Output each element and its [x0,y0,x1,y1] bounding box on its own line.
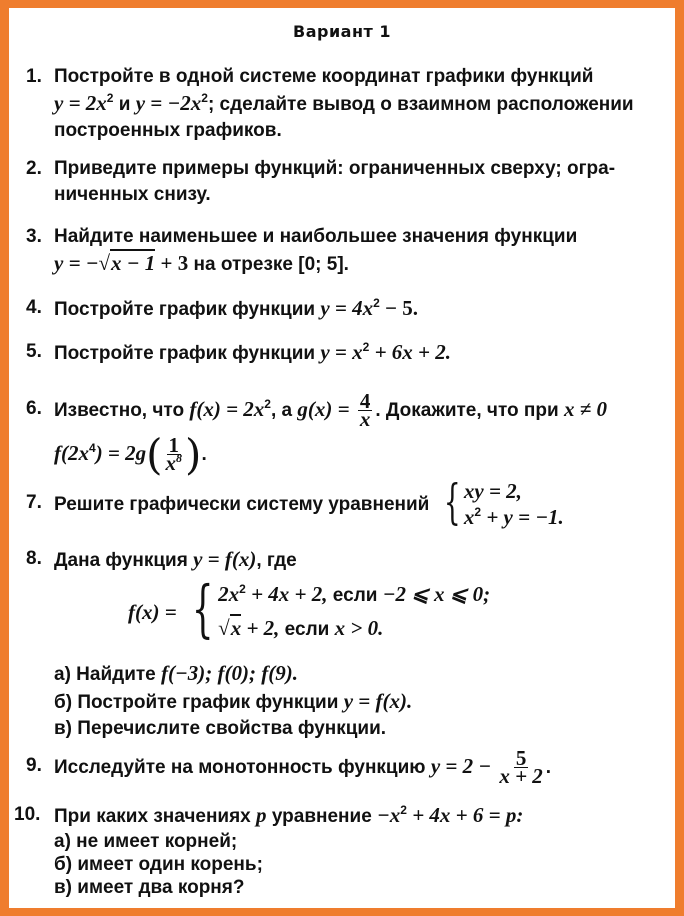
subtask-a: а) Найдите f(−3); f(0); f(9). [54,661,298,685]
task-7 [26,474,664,532]
task-text: Приведите примеры функций: ограниченных сверху; огра- [54,158,616,179]
task-number: 5. [26,341,42,362]
task-text: y = −√x − 1 + 3 на отрезке [0; 5]. [54,251,349,275]
fraction: $\frac{4}{x}$ [359,389,371,432]
task-5 [26,339,664,367]
worksheet-page [9,8,675,908]
equation-system: { xy = 2, $x^2 + y = -1$. [444,474,564,530]
task-text: построенных графиков. [54,120,282,141]
task-8 [26,546,664,742]
task-2 [26,156,664,208]
task-6 [26,389,664,477]
task-number: 7. [26,492,42,513]
task-text: Постройте в одной системе координат графики функций [54,66,594,87]
subtask-c: в) Перечислите свойства функции. [54,718,387,739]
sqrt-expression: x − 1 [111,251,156,275]
task-text: ниченных снизу. [54,184,211,205]
task-text: $y = 2x^2$ и $y = -2x^2$; сделайте вывод о взаимном расположении [54,91,634,115]
task-number: 8. [26,548,42,569]
task-number: 4. [26,297,42,318]
fraction: $\frac{5}{x + 2}$ [499,746,543,789]
task-number: 1. [26,66,42,87]
task-number: 10. [14,804,41,825]
task-4 [26,295,664,323]
task-10 [14,802,652,899]
task-text: Найдите наименьшее и наибольшее значения функции [54,226,578,247]
subtask-a: а) не имеет корней; [54,831,238,852]
piecewise-function: f(x) = { $2x^2 + 4x + 2$, если −2 ⩽ x ⩽ 0; √x + 2, если x > 0. [128,572,491,645]
subtask-b: б) Постройте график функции y = f(x). [54,689,413,713]
task-number: 2. [26,158,42,179]
page-title: Вариант 1 [293,22,391,41]
task-number: 9. [26,755,42,776]
task-9 [26,746,664,789]
task-1 [26,64,664,144]
task-text: Постройте график функции $y = 4x^2 - 5$. [54,296,419,320]
task-text: Дана функция y = f(x), где [54,547,297,571]
subtask-b: б) имеет один корень; [54,854,263,875]
task-text: $f(2x^4) = 2g$( $\frac{1}{x^8}$ ). [54,429,207,479]
task-text: Решите графически систему уравнений [54,494,430,515]
task-text: Исследуйте на монотонность функцию y = 2 − $\frac{5}{x + 2}$ . [54,746,552,789]
task-text: Известно, что $f(x) = 2x^2$, а g(x) = $\frac{4}{x}$ . Докажите, что при x ≠ 0 [54,389,607,432]
task-number: 6. [26,398,42,419]
task-number: 3. [26,226,42,247]
task-text: При каких значениях p уравнение $-x^2 + 4x + 6 = p$: [54,803,524,827]
subtask-c: в) имеет два корня? [54,877,245,898]
fraction: $\frac{1}{x^8}$ [165,433,183,476]
task-3 [26,224,664,278]
task-text: Постройте график функции $y = x^2 + 6x + 2$. [54,340,452,364]
